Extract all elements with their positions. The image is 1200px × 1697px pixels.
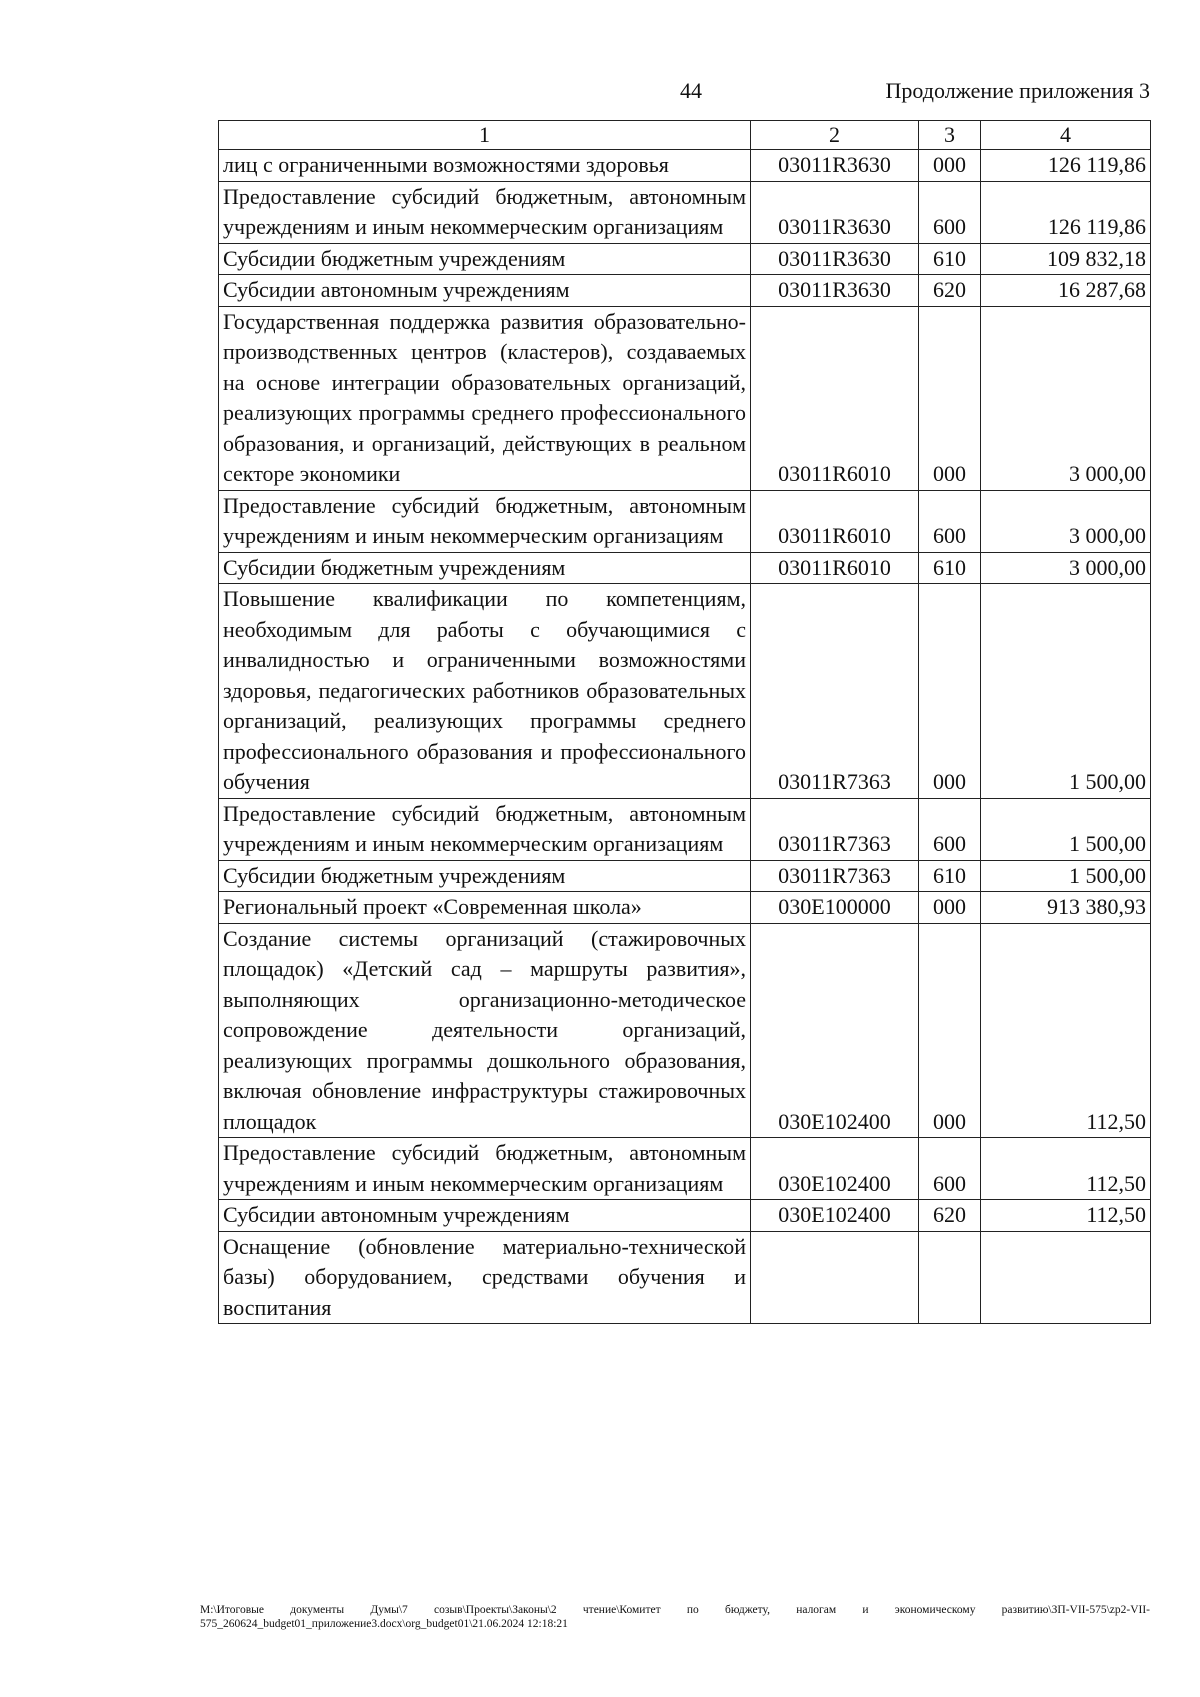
row-amount: 3 000,00 — [981, 552, 1151, 584]
table-row — [219, 243, 1151, 275]
row-code: 030E102400 — [751, 923, 919, 1138]
row-amount: 1 500,00 — [981, 860, 1151, 892]
row-code: 03011R6010 — [751, 552, 919, 584]
continuation-title: Продолжение приложения 3 — [885, 78, 1150, 103]
row-expense-type: 600 — [919, 490, 981, 552]
row-expense-type: 620 — [919, 1200, 981, 1232]
table-header — [219, 121, 1151, 150]
row-expense-type: 610 — [919, 243, 981, 275]
table-row — [219, 1231, 1151, 1324]
row-code: 03011R6010 — [751, 490, 919, 552]
file-path-footer: М:\Итоговые документы Думы\7 созыв\Проекты\Законы\2 чтение\Комитет по бюджету, налогам и экономическому развитию\ЗП-VII-575\zp2-VII-575_260624_budget01_приложение3.docx\org_budget01\21.06.2024 12:18:21 — [200, 1604, 1150, 1630]
row-description: Государственная поддержка развития образовательно-производственных центров (кластеров), создаваемых на основе интеграции образовательных организаций, реализующих программы среднего профессионального образования, и организаций, действующих в реальном секторе экономики — [219, 306, 751, 490]
column-header-1: 1 — [219, 121, 751, 150]
row-amount: 3 000,00 — [981, 490, 1151, 552]
row-code: 030E102400 — [751, 1138, 919, 1200]
row-description: Субсидии бюджетным учреждениям — [219, 552, 751, 584]
row-description: Предоставление субсидий бюджетным, автономным учреждениям и иным некоммерческим организациям — [219, 490, 751, 552]
row-amount: 3 000,00 — [981, 306, 1151, 490]
row-amount: 1 500,00 — [981, 584, 1151, 799]
row-expense-type: 000 — [919, 923, 981, 1138]
row-description: Предоставление субсидий бюджетным, автономным учреждениям и иным некоммерческим организациям — [219, 181, 751, 243]
row-expense-type: 000 — [919, 584, 981, 799]
budget-table — [218, 120, 1151, 1324]
row-expense-type: 600 — [919, 798, 981, 860]
row-amount: 112,50 — [981, 923, 1151, 1138]
row-amount — [981, 1231, 1151, 1324]
table-row — [219, 923, 1151, 1138]
row-expense-type — [919, 1231, 981, 1324]
table-row — [219, 552, 1151, 584]
table-row — [219, 1138, 1151, 1200]
row-expense-type: 620 — [919, 275, 981, 307]
row-amount: 126 119,86 — [981, 150, 1151, 182]
row-description: Оснащение (обновление материально-технической базы) оборудованием, средствами обучения и воспитания — [219, 1231, 751, 1324]
row-amount: 1 500,00 — [981, 798, 1151, 860]
table-row — [219, 306, 1151, 490]
row-code: 030E100000 — [751, 892, 919, 924]
row-expense-type: 600 — [919, 1138, 981, 1200]
table-row — [219, 181, 1151, 243]
table-row — [219, 584, 1151, 799]
row-description: Субсидии бюджетным учреждениям — [219, 243, 751, 275]
row-code: 030E102400 — [751, 1200, 919, 1232]
row-description: Предоставление субсидий бюджетным, автономным учреждениям и иным некоммерческим организациям — [219, 1138, 751, 1200]
row-description: Субсидии автономным учреждениям — [219, 1200, 751, 1232]
row-code: 03011R6010 — [751, 306, 919, 490]
table-row — [219, 892, 1151, 924]
row-code: 03011R3630 — [751, 243, 919, 275]
page-number: 44 — [680, 78, 702, 103]
row-amount: 109 832,18 — [981, 243, 1151, 275]
row-code — [751, 1231, 919, 1324]
table-row — [219, 860, 1151, 892]
row-code: 03011R3630 — [751, 275, 919, 307]
row-description: Субсидии автономным учреждениям — [219, 275, 751, 307]
row-description: Предоставление субсидий бюджетным, автономным учреждениям и иным некоммерческим организациям — [219, 798, 751, 860]
row-amount: 913 380,93 — [981, 892, 1151, 924]
row-amount: 112,50 — [981, 1138, 1151, 1200]
row-code: 03011R7363 — [751, 798, 919, 860]
table-row — [219, 798, 1151, 860]
column-header-2: 2 — [751, 121, 919, 150]
row-amount: 16 287,68 — [981, 275, 1151, 307]
row-expense-type: 600 — [919, 181, 981, 243]
row-code: 03011R3630 — [751, 150, 919, 182]
row-expense-type: 610 — [919, 552, 981, 584]
row-description: Субсидии бюджетным учреждениям — [219, 860, 751, 892]
row-description: Региональный проект «Современная школа» — [219, 892, 751, 924]
row-description: Повышение квалификации по компетенциям, необходимым для работы с обучающимися с инвалидностью и ограниченными возможностями здоровья, педагогических работников образовательных организаций, реализующих программы среднего профессионального образования и профессионального обучения — [219, 584, 751, 799]
table-row — [219, 275, 1151, 307]
table-row — [219, 1200, 1151, 1232]
row-code: 03011R3630 — [751, 181, 919, 243]
row-expense-type: 000 — [919, 306, 981, 490]
row-expense-type: 000 — [919, 892, 981, 924]
row-expense-type: 000 — [919, 150, 981, 182]
row-expense-type: 610 — [919, 860, 981, 892]
row-description: лиц с ограниченными возможностями здоровья — [219, 150, 751, 182]
table-row — [219, 490, 1151, 552]
row-amount: 112,50 — [981, 1200, 1151, 1232]
table-row — [219, 150, 1151, 182]
column-header-4: 4 — [981, 121, 1151, 150]
row-description: Создание системы организаций (стажировочных площадок) «Детский сад – маршруты развития», выполняющих организационно-методическое сопровождение деятельности организаций, реализующих программы дошкольного образования, включая обновление инфраструктуры стажировочных площадок — [219, 923, 751, 1138]
row-amount: 126 119,86 — [981, 181, 1151, 243]
column-header-3: 3 — [919, 121, 981, 150]
row-code: 03011R7363 — [751, 860, 919, 892]
row-code: 03011R7363 — [751, 584, 919, 799]
